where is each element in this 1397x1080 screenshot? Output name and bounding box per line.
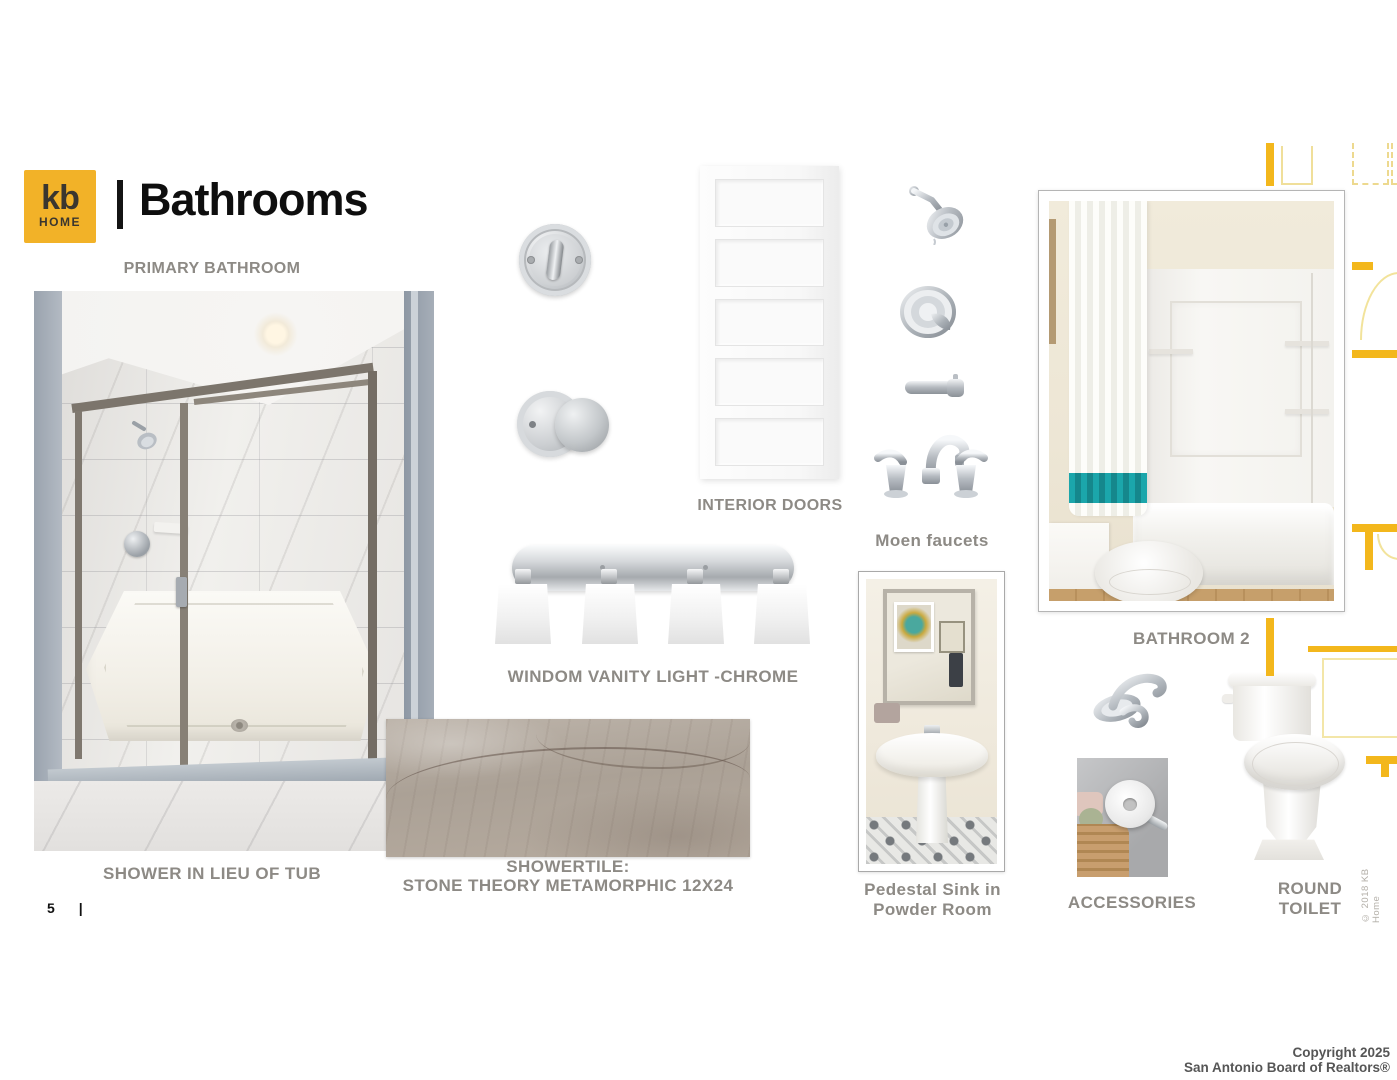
moen-shower-valve-image (898, 283, 962, 347)
tile-caption-line1: SHOWERTILE: (506, 857, 630, 876)
shower-drain (231, 719, 248, 732)
floorplan-wall-fragment (1266, 143, 1274, 186)
page-number: 5 (47, 900, 55, 916)
page-number-row (47, 900, 83, 916)
surround-back-panel (1170, 301, 1302, 457)
floorplan-wall-fragment (1366, 756, 1397, 764)
toilet-paper-core (1123, 798, 1137, 811)
shower-left-wall (34, 291, 62, 851)
floorplan-wall-fragment (1308, 646, 1397, 652)
hand-towel (874, 703, 900, 723)
shower-head-in-photo (130, 419, 160, 455)
wicker-basket (1077, 824, 1129, 877)
floorplan-wall-fragment (1365, 532, 1373, 570)
copyright-line1: Copyright 2025 (1292, 1044, 1390, 1060)
deadbolt-screw (575, 256, 583, 264)
door-panel (715, 299, 824, 347)
dark-fixture-reflection (949, 653, 963, 687)
kb-logo-home-text: HOME (39, 214, 81, 229)
vanity-light-shade (754, 584, 810, 644)
copyright-notice (1184, 1045, 1390, 1076)
tile-caption-line2: STONE THEORY METAMORPHIC 12X24 (402, 875, 734, 895)
moen-tub-spout-image (903, 372, 969, 402)
kb-home-logo (24, 170, 96, 243)
mirror-edge (1049, 219, 1056, 344)
vanity-light-shade (582, 584, 638, 644)
title-separator-bar (117, 180, 123, 229)
pedestal-caption-line1: Pedestal Sink in (864, 880, 1001, 899)
floorplan-cabinet-outline (1281, 146, 1313, 185)
bathroom2-photo (1038, 190, 1345, 612)
door-panel (715, 239, 824, 287)
shower-pan-edge (104, 603, 364, 727)
door-knob-screw (529, 421, 536, 428)
moen-caption: Moen faucets (875, 531, 989, 550)
door-knob-ball (555, 398, 609, 452)
toilet-tank (1233, 686, 1311, 741)
shower-curtain-teal-band (1069, 473, 1147, 503)
deadbolt-screw (527, 256, 535, 264)
floorplan-wall-fragment (1352, 262, 1373, 270)
floorplan-wall-fragment (1266, 618, 1274, 676)
vanity-light-socket (601, 569, 617, 584)
surround-shelf (1149, 349, 1193, 354)
accessories-caption: ACCESSORIES (1067, 893, 1197, 912)
vanity-light-socket (687, 569, 703, 584)
sink-basin (876, 733, 988, 777)
bathroom-floor-tile (34, 781, 434, 851)
interior-doors-caption: INTERIOR DOORS (697, 497, 843, 514)
door-panel (715, 358, 824, 406)
floorplan-fixture-outline (1322, 658, 1397, 738)
moen-shower-head-image (905, 183, 971, 245)
powder-room-mirror (883, 589, 975, 705)
primary-shower-photo (34, 291, 434, 851)
floorplan-wall-fragment (1352, 350, 1397, 358)
floorplan-dashed-cabinet-outline (1352, 143, 1389, 185)
floorplan-dashed-cabinet-outline (1391, 143, 1397, 185)
page-title: Bathrooms (139, 174, 368, 225)
moen-lavatory-faucet-image (872, 421, 990, 507)
pedestal-caption-line2: Powder Room (873, 900, 992, 920)
shower-tile-sample (386, 719, 750, 857)
vanity-light-backplate (512, 545, 794, 591)
shower-ceiling-with-light (60, 291, 408, 411)
framed-art-reflection (894, 602, 934, 652)
toilet-lid-line (1109, 569, 1191, 595)
toilet-caption-line1: ROUND (1277, 879, 1343, 898)
kb-logo-text: kb (41, 179, 79, 218)
deadbolt-lock-image (519, 224, 591, 296)
glass-frame-right-stile (368, 371, 377, 771)
vanity-light-socket (515, 569, 531, 584)
toilet-bowl-body (1260, 782, 1324, 842)
surround-corner-line (1311, 273, 1313, 503)
copyright-line2: San Antonio Board of Realtors® (1184, 1060, 1390, 1076)
shower-valve-in-photo (124, 531, 150, 557)
shower-caption: SHOWER IN LIEU OF TUB (102, 864, 322, 883)
glass-door-handle (176, 577, 187, 607)
door-knob-image (517, 387, 611, 463)
shower-curtain (1069, 201, 1147, 516)
vanity-light-socket (773, 569, 789, 584)
vanity-light-caption: WINDOM VANITY LIGHT -CHROME (507, 667, 799, 686)
vanity-light-screw (703, 565, 708, 570)
pedestal-column (916, 771, 948, 843)
floorplan-wall-fragment (1381, 764, 1389, 777)
floorplan-wall-fragment (1352, 524, 1397, 532)
toilet-paper-holder-photo (1077, 758, 1168, 877)
floorplan-door-swing-arc (1377, 534, 1397, 560)
robe-hook-image (1085, 666, 1173, 737)
surround-shelf (1285, 341, 1329, 346)
glass-frame-left-stile (75, 411, 82, 759)
toilet-caption-line2: TOILET (1278, 899, 1342, 919)
vanity-light-shade (668, 584, 724, 644)
bathroom2-caption: BATHROOM 2 (1132, 629, 1250, 648)
floorplan-door-swing-arc (1360, 272, 1397, 340)
pedestal-sink-photo (858, 571, 1005, 872)
primary-bathroom-label: PRIMARY BATHROOM (123, 260, 301, 277)
surround-shelf (1285, 409, 1329, 414)
kb-home-watermark: © 2018 KB Home (1360, 868, 1382, 923)
toilet-seat-ring (1252, 742, 1339, 786)
vanity-light-image (495, 539, 811, 651)
vanity-light-shade (495, 584, 551, 644)
page-number-separator: | (78, 900, 83, 916)
interior-door-image (700, 166, 839, 479)
powder-room-scene (866, 579, 997, 864)
door-panel (715, 418, 824, 466)
small-frame-reflection (939, 621, 965, 653)
door-panel (715, 179, 824, 227)
bathroom2-scene (1049, 201, 1334, 601)
